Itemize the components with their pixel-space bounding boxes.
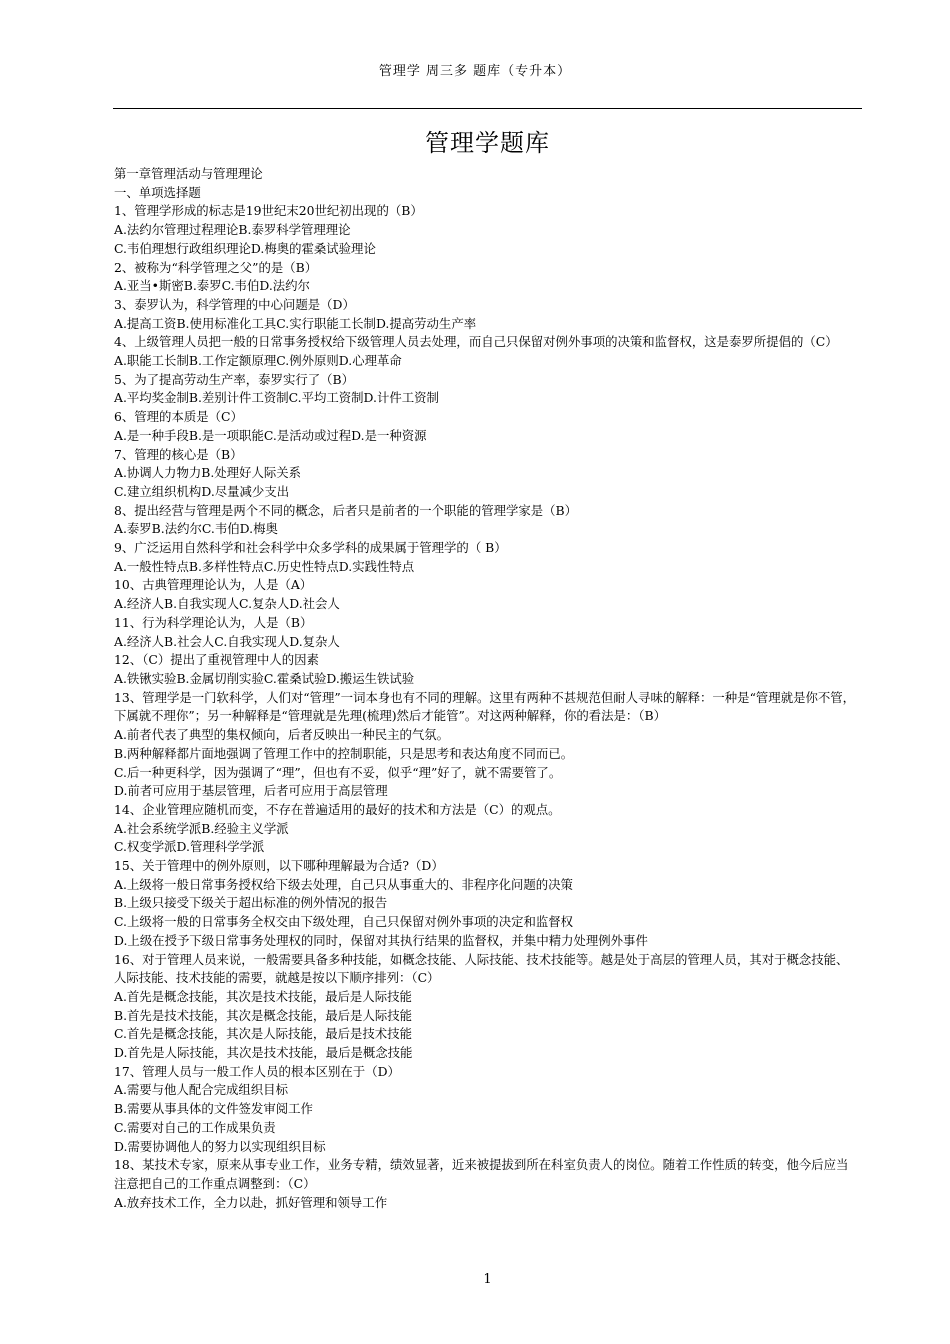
text-line: 12、（C）提出了重视管理中人的因素 [114,652,319,668]
text-line: 15、关于管理中的例外原则，以下哪种理解最为合适?（D） [114,858,444,874]
text-line: 6、管理的本质是（C） [114,409,243,425]
text-line: 17、管理人员与一般工作人员的根本区别在于（D） [114,1063,400,1079]
text-line: 3、泰罗认为，科学管理的中心问题是（D） [114,296,355,312]
text-line: 18、某技术专家，原来从事专业工作，业务专精，绩效显著，近来被提拔到所在科室负责人的岗位。随着工作性质的转变，他今后应当注意把自己的工作重点调整到：（C） [114,1157,849,1191]
page-number: 1 [483,1272,492,1287]
text-line: A.提高工资B.使用标准化工具C.实行职能工长制D.提高劳动生产率 [114,315,477,331]
text-line: 2、被称为“科学管理之父”的是（B） [114,259,318,275]
text-line: A.上级将一般日常事务授权给下级去处理，自己只从事重大的、非程序化问题的决策 [114,876,573,892]
text-line: 第一章管理活动与管理理论 [114,166,263,181]
text-line: A.亚当•斯密B.泰罗C.韦伯D.法约尔 [114,278,310,294]
text-line: A.协调人力物力B.处理好人际关系 [114,465,302,481]
text-line: B.需要从事具体的文件签发审阅工作 [114,1101,313,1117]
text-line: A.放弃技术工作，全力以赴，抓好管理和领导工作 [114,1194,388,1210]
text-line: C.韦伯理想行政组织理论D.梅奥的霍桑试验理论 [114,240,376,256]
text-line: A.首先是概念技能，其次是技术技能，最后是人际技能 [114,988,412,1004]
text-line: D.上级在授予下级日常事务处理权的同时，保留对其执行结果的监督权，并集中精力处理例外事件 [114,932,648,948]
running-header: 管理学 周三多 题库（专升本） [378,64,572,79]
text-line: 1、管理学形成的标志是19世纪末20世纪初出现的（B） [114,203,423,219]
text-line: A.平均奖金制B.差别计件工资制C.平均工资制D.计件工资制 [114,390,439,406]
text-line: 10、古典管理理论认为，人是（A） [114,577,313,593]
text-line: A.需要与他人配合完成组织目标 [114,1082,288,1098]
text-line: A.经济人B.社会人C.自我实现人D.复杂人 [114,633,340,649]
text-line: 9、广泛运用自然科学和社会科学中众多学科的成果属于管理学的（ B） [114,540,507,556]
header-divider [113,108,862,109]
text-line: B.首先是技术技能，其次是概念技能，最后是人际技能 [114,1007,413,1023]
text-line: A.一般性特点B.多样性特点C.历史性特点D.实践性特点 [114,558,415,574]
text-line: C.上级将一般的日常事务全权交由下级处理，自己只保留对例外事项的决定和监督权 [114,914,574,930]
text-line: 4、上级管理人员把一般的日常事务授权给下级管理人员去处理，而自己只保留对例外事项的决策和监督权，这是泰罗所提倡的（C） [114,334,838,350]
text-line: D.首先是人际技能，其次是技术技能，最后是概念技能 [114,1045,413,1061]
text-line: B.两种解释都片面地强调了管理工作中的控制职能，只是思考和表达角度不同而已。 [114,745,574,761]
text-line: C.需要对自己的工作成果负责 [114,1119,276,1135]
text-line: 16、对于管理人员来说，一般需要具备多种技能，如概念技能、人际技能、技术技能等。越是处于高层的管理人员，其对于概念技能、人际技能、技术技能的需要，就越是按以下顺序排列：（C） [114,951,849,986]
document-body [114,165,859,1212]
text-line: 5、为了提高劳动生产率，泰罗实行了（B） [114,371,355,387]
text-line: C.后一种更科学，因为强调了“理”，但也有不妥，似乎“理”好了，就不需要管了。 [114,764,562,780]
text-line: C.首先是概念技能，其次是人际技能，最后是技术技能 [114,1026,412,1042]
text-line: C.建立组织机构D.尽量减少支出 [114,483,290,499]
text-line: A.经济人B.自我实现人C.复杂人D.社会人 [114,596,340,612]
text-line: A.前者代表了典型的集权倾向，后者反映出一种民主的气氛。 [114,727,450,743]
text-line: D.前者可应用于基层管理，后者可应用于高层管理 [114,783,388,799]
text-line: A.法约尔管理过程理论B.泰罗科学管理理论 [114,222,351,238]
text-line: 14、企业管理应随机而变，不存在普遍适用的最好的技术和方法是（C）的观点。 [114,801,561,817]
text-line: 一、单项选择题 [114,184,201,200]
text-line: C.权变学派D.管理科学学派 [114,839,265,855]
text-line: A.铁锹实验B.金属切削实验C.霍桑试验D.搬运生铁试验 [114,670,415,686]
text-line: A.泰罗B.法约尔C.韦伯D.梅奥 [114,521,278,537]
text-line: 11、行为科学理论认为，人是（B） [114,614,313,630]
text-line: D.需要协调他人的努力以实现组织目标 [114,1138,326,1154]
text-line: 7、管理的核心是（B） [114,446,243,462]
text-line: 13、管理学是一门软科学，人们对“管理”一词本身也有不同的理解。这里有两种不甚规范但耐人寻味的解释：一种是“管理就是你不管，下属就不理你”；另一种解释是“管理就是先理(梳理)然后才能管”。对这两种解释，你的看法是：（B） [114,689,856,724]
document-title: 管理学题库 [425,129,550,157]
text-line: A.社会系统学派B.经验主义学派 [114,820,289,836]
text-line: A.职能工长制B.工作定额原理C.例外原则D.心理革命 [114,353,402,369]
text-line: 8、提出经营与管理是两个不同的概念，后者只是前者的一个职能的管理学家是（B） [114,502,578,518]
text-line: B.上级只接受下级关于超出标准的例外情况的报告 [114,895,388,911]
text-line: A.是一种手段B.是一项职能C.是活动或过程D.是一种资源 [114,427,427,443]
